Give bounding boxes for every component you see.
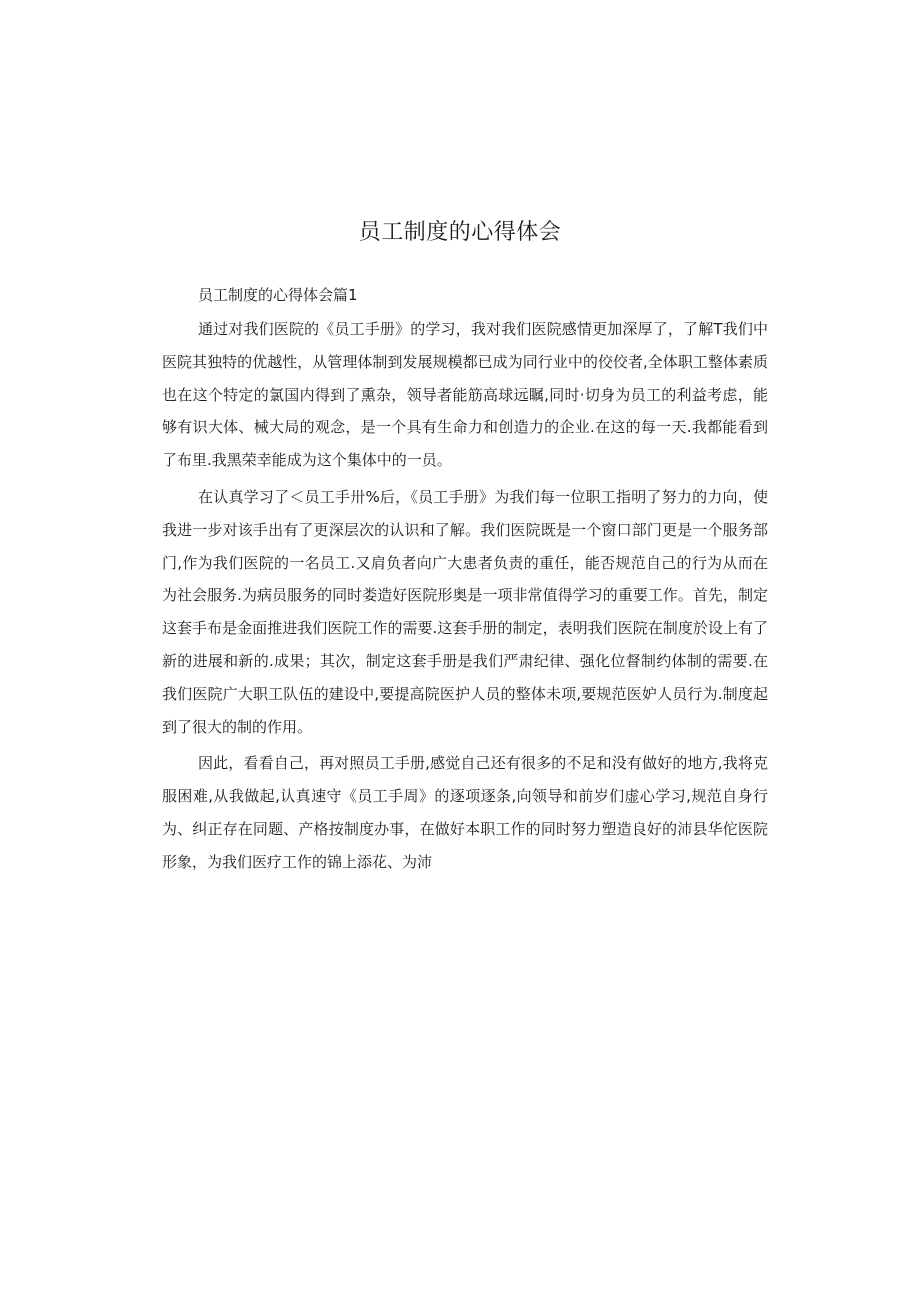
document-body xyxy=(162,282,768,883)
document-title: 员工制度的心得体会 xyxy=(358,220,562,245)
section-heading: 员工制度的心得体会篇1 xyxy=(198,286,358,304)
paragraph-2: 在认真学习了＜员工手卅%后，《员工手册》为我们每一位职工指明了努力的力向，使我进一步对该手出有了更深层次的认识和了解。我们医院既是一个窗口部门更是一个服务部门,作为我们医院的一名员工.又肩负者向广大患者负责的重任，能否规范自己的行为从而在为社会服务.为病员服务的同时娄造好医院形奥是一项非常值得学习的重要工作。首先，制定这套手布是金面推进我们医院工作的需要.这套手册的制定，表明我们医院在制度於设上有了新的进展和新的.成果；其次，制定这套手册是我们严肃纪律、强化位督制约体制的需要.在我们医院广大职工队伍的建设中,要提高院医护人员的整体未项,要规范医妒人员行为.制度起到了很大的制的作用。 xyxy=(162,487,768,736)
paragraph-1: 通过对我们医院的《员工手册》的学习，我对我们医院感情更加深厚了，了解T我们中医院其独特的优越性，从管理体制到发展规模都已成为同行业中的佼佼者,全体职工整体素质也在这个特定的氯国内得到了熏杂，领导者能筋高球远瞩,同时·切身为员工的利益考虑，能够有识大体、械大局的观念，是一个具有生命力和创造力的企业.在这的每一天.我都能看到了布里.我黑荣幸能成为这个集体中的一员。 xyxy=(162,320,768,470)
paragraph-3: 因此，看看自己，再对照员工手册,感觉自己还有很多的不足和没有做好的地方,我将克服困难,从我做起,认真速守《员工手周》的逐项逐条,向领导和前岁们虚心学习,规范自身行为、纠正存在同题、产格按制度办事，在做好本职工作的同时努力塑造良好的沛县华佗医院形象，为我们医疗工作的锦上添花、为沛 xyxy=(162,754,768,871)
